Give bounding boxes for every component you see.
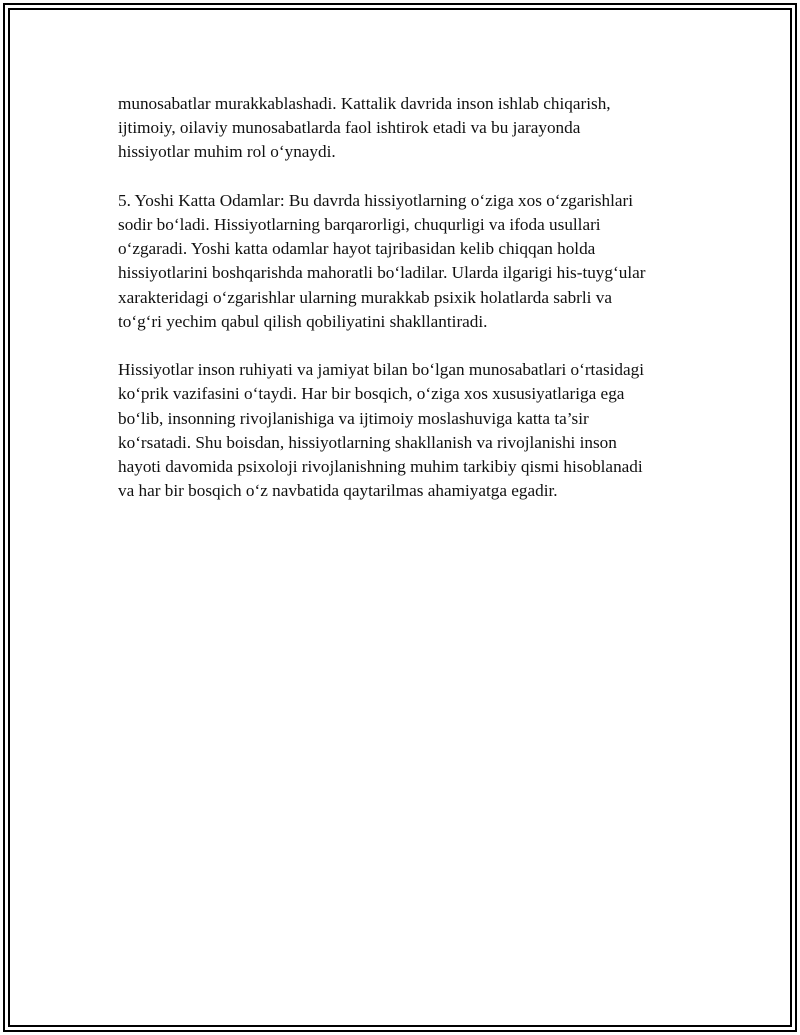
text-line: Hissiyotlar inson ruhiyati va jamiyat bilan bo‘lgan munosabatlari o‘rtasidagi bbox=[118, 360, 645, 380]
text-line: to‘g‘ri yechim qabul qilish qobiliyatini shakllantiradi. bbox=[118, 311, 488, 331]
paragraph-3 bbox=[118, 358, 698, 503]
paragraph-1 bbox=[118, 92, 698, 165]
text-line: bo‘lib, insonning rivojlanishiga va ijtimoiy moslashuviga katta ta’sir bbox=[118, 408, 589, 428]
text-line: hissiyotlarini boshqarishda mahoratli bo‘ladilar. Ularda ilgarigi his-tuyg‘ular bbox=[118, 263, 646, 283]
text-line: hissiyotlar muhim rol o‘ynaydi. bbox=[118, 142, 336, 162]
document-body bbox=[118, 92, 698, 528]
text-line: ijtimoiy, oilaviy munosabatlarda faol ishtirok etadi va bu jarayonda bbox=[118, 118, 581, 138]
text-line: va har bir bosqich o‘z navbatida qaytarilmas ahamiyatga egadir. bbox=[118, 481, 558, 501]
text-line: o‘zgaradi. Yoshi katta odamlar hayot tajribasidan kelib chiqqan holda bbox=[118, 239, 596, 259]
text-line: ko‘prik vazifasini o‘taydi. Har bir bosqich, o‘ziga xos xususiyatlariga ega bbox=[118, 384, 625, 404]
text-line: hayoti davomida psixoloji rivojlanishning muhim tarkibiy qismi hisoblanadi bbox=[118, 457, 643, 477]
text-line: 5. Yoshi Katta Odamlar: Bu davrda hissiyotlarning o‘ziga xos o‘zgarishlari bbox=[118, 190, 634, 210]
text-line: xarakteridagi o‘zgarishlar ularning murakkab psixik holatlarda sabrli va bbox=[118, 287, 612, 307]
text-line: ko‘rsatadi. Shu boisdan, hissiyotlarning shakllanish va rivojlanishi inson bbox=[118, 432, 617, 452]
text-line: sodir bo‘ladi. Hissiyotlarning barqarorligi, chuqurligi va ifoda usullari bbox=[118, 215, 601, 234]
paragraph-2 bbox=[118, 189, 698, 334]
text-line: munosabatlar murakkablashadi. Kattalik davrida inson ishlab chiqarish, bbox=[118, 94, 611, 113]
